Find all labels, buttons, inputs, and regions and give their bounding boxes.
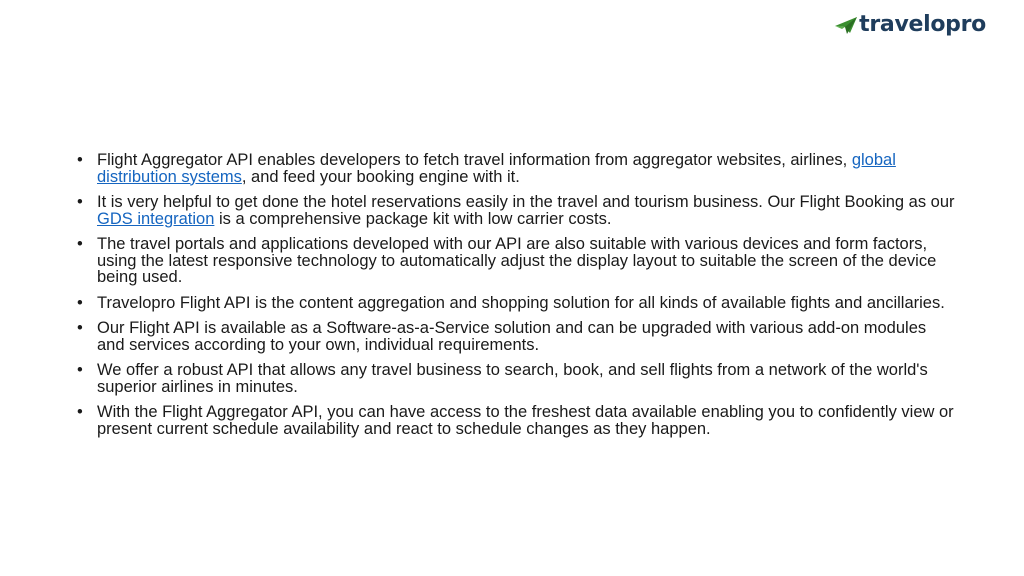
list-item xyxy=(75,295,955,312)
bullet-dot: • xyxy=(77,193,83,211)
bullet-dot: • xyxy=(77,403,83,421)
list-item xyxy=(75,152,955,185)
paper-plane-icon xyxy=(834,15,858,35)
list-item xyxy=(75,236,955,286)
bullet-dot: • xyxy=(77,151,83,169)
bullet-text: With the Flight Aggregator API, you can have access to the freshest data available enabling you to confidently view or present current schedule availability and react to schedule changes as they happen. xyxy=(97,403,954,438)
list-item xyxy=(75,362,955,395)
logo-text: travelopro xyxy=(859,12,986,37)
bullet-text: , and feed your booking engine with it. xyxy=(241,167,520,186)
list-item xyxy=(75,404,955,437)
gds-integration-link[interactable]: GDS integration xyxy=(97,209,215,228)
bullet-text: is a comprehensive package kit with low carrier costs. xyxy=(214,209,612,228)
gds-link[interactable]: global distribution systems xyxy=(97,151,896,186)
travelopro-logo[interactable] xyxy=(834,10,986,40)
list-item xyxy=(75,320,955,353)
bullet-text: Our Flight API is available as a Software-as-a-Service solution and can be upgraded with various add-on modules and services according to your own, individual requirements. xyxy=(97,319,927,354)
bullet-text: The travel portals and applications developed with our API are also suitable with various devices and form factors, using the latest responsive technology to automatically adjust the display layout to suitable the screen of the device being used. xyxy=(97,235,937,286)
bullet-dot: • xyxy=(77,319,83,337)
bullet-text: Travelopro Flight API is the content aggregation and shopping solution for all kinds of available fights and ancillaries. xyxy=(97,293,945,312)
bullet-dot: • xyxy=(77,235,83,253)
bullet-dot: • xyxy=(77,361,83,379)
bullet-dot: • xyxy=(77,293,83,312)
list-item xyxy=(75,194,955,227)
bullet-text: We offer a robust API that allows any travel business to search, book, and sell flights from a network of the world's superior airlines in minutes. xyxy=(97,361,928,396)
bullet-text: It is very helpful to get done the hotel reservations easily in the travel and tourism business. Our Flight Booking as our xyxy=(97,193,955,211)
bullet-text: Flight Aggregator API enables developers to fetch travel information from aggregator websites, airlines, xyxy=(97,151,852,169)
bullet-list xyxy=(75,152,955,446)
